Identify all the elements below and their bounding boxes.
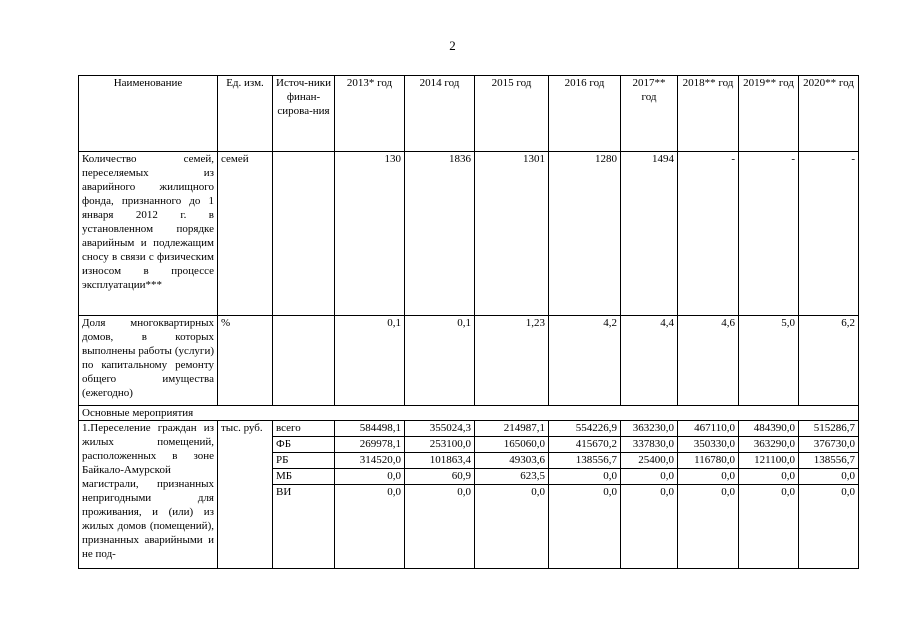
- row-value: 0,0: [621, 485, 678, 569]
- row-source: [273, 316, 335, 406]
- row-value: 363290,0: [739, 437, 799, 453]
- source-label: всего: [273, 421, 335, 437]
- measure-unit: тыс. руб.: [218, 421, 273, 569]
- row-value: 0,0: [739, 485, 799, 569]
- row-value: 0,0: [549, 485, 621, 569]
- row-value: 1494: [621, 152, 678, 316]
- header-year: 2016 год: [549, 76, 621, 152]
- row-value: 0,0: [621, 469, 678, 485]
- row-value: 0,0: [549, 469, 621, 485]
- header-year: 2015 год: [475, 76, 549, 152]
- source-label: РБ: [273, 453, 335, 469]
- row-value: -: [678, 152, 739, 316]
- row-value: 60,9: [405, 469, 475, 485]
- page-number: 2: [449, 38, 456, 53]
- row-value: 130: [335, 152, 405, 316]
- table-row: [79, 421, 859, 437]
- row-unit: семей: [218, 152, 273, 316]
- header-row: [79, 76, 859, 152]
- row-value: 165060,0: [475, 437, 549, 453]
- row-value: 363230,0: [621, 421, 678, 437]
- row-name: Количество семей, переселяемых из аварийного жилищного фонда, признанного до 1 января 2012 г. в установленном порядке аварийным и подлежащим сносу в связи с физическим износом в процессе эксплуатации***: [79, 152, 218, 316]
- header-year: 2019** год: [739, 76, 799, 152]
- row-value: 6,2: [799, 316, 859, 406]
- row-value: 1836: [405, 152, 475, 316]
- section-title: Основные мероприятия: [79, 406, 859, 421]
- row-value: 355024,3: [405, 421, 475, 437]
- row-value: 584498,1: [335, 421, 405, 437]
- row-value: 0,0: [335, 485, 405, 569]
- row-value: 5,0: [739, 316, 799, 406]
- row-value: 376730,0: [799, 437, 859, 453]
- row-unit: %: [218, 316, 273, 406]
- row-value: 0,0: [678, 485, 739, 569]
- row-value: 0,1: [335, 316, 405, 406]
- row-value: 0,0: [335, 469, 405, 485]
- row-value: -: [739, 152, 799, 316]
- row-value: 0,0: [678, 469, 739, 485]
- row-value: 269978,1: [335, 437, 405, 453]
- row-value: 253100,0: [405, 437, 475, 453]
- row-value: 623,5: [475, 469, 549, 485]
- row-value: 515286,7: [799, 421, 859, 437]
- indicators-table: [78, 75, 859, 569]
- row-value: 138556,7: [549, 453, 621, 469]
- row-value: 4,6: [678, 316, 739, 406]
- row-value: 121100,0: [739, 453, 799, 469]
- header-year: 2018** год: [678, 76, 739, 152]
- row-value: 0,0: [799, 469, 859, 485]
- row-value: 415670,2: [549, 437, 621, 453]
- row-value: 138556,7: [799, 453, 859, 469]
- row-value: 1301: [475, 152, 549, 316]
- row-source: [273, 152, 335, 316]
- source-label: ФБ: [273, 437, 335, 453]
- row-value: 116780,0: [678, 453, 739, 469]
- row-value: 467110,0: [678, 421, 739, 437]
- row-value: 554226,9: [549, 421, 621, 437]
- measure-name: 1.Переселение граждан из жилых помещений, расположенных в зоне Байкало-Амурской магистрали, признанных непригодными для проживания, и (или) из жилых домов (помещений), признанных аварийными и не под-: [79, 421, 218, 569]
- header-source: Источ-ники финан-сирова-ния: [273, 76, 335, 152]
- header-year: 2017** год: [621, 76, 678, 152]
- row-value: 0,0: [475, 485, 549, 569]
- row-value: 1280: [549, 152, 621, 316]
- row-value: 4,2: [549, 316, 621, 406]
- row-value: 214987,1: [475, 421, 549, 437]
- row-value: 4,4: [621, 316, 678, 406]
- row-value: 25400,0: [621, 453, 678, 469]
- source-label: ВИ: [273, 485, 335, 569]
- row-value: 0,0: [739, 469, 799, 485]
- header-unit: Ед. изм.: [218, 76, 273, 152]
- header-year: 2013* год: [335, 76, 405, 152]
- row-value: 101863,4: [405, 453, 475, 469]
- source-label: МБ: [273, 469, 335, 485]
- table-row: [79, 152, 859, 316]
- row-value: 484390,0: [739, 421, 799, 437]
- row-value: 0,1: [405, 316, 475, 406]
- row-value: 0,0: [799, 485, 859, 569]
- header-year: 2014 год: [405, 76, 475, 152]
- row-value: 49303,6: [475, 453, 549, 469]
- row-value: 0,0: [405, 485, 475, 569]
- row-value: 350330,0: [678, 437, 739, 453]
- row-value: -: [799, 152, 859, 316]
- table-row: [79, 316, 859, 406]
- row-value: 1,23: [475, 316, 549, 406]
- row-name: Доля многоквартирных домов, в которых выполнены работы (услуги) по капитальному ремонту общего имущества (ежегодно): [79, 316, 218, 406]
- header-year: 2020** год: [799, 76, 859, 152]
- section-row: [79, 406, 859, 421]
- row-value: 337830,0: [621, 437, 678, 453]
- row-value: 314520,0: [335, 453, 405, 469]
- header-name: Наименование: [79, 76, 218, 152]
